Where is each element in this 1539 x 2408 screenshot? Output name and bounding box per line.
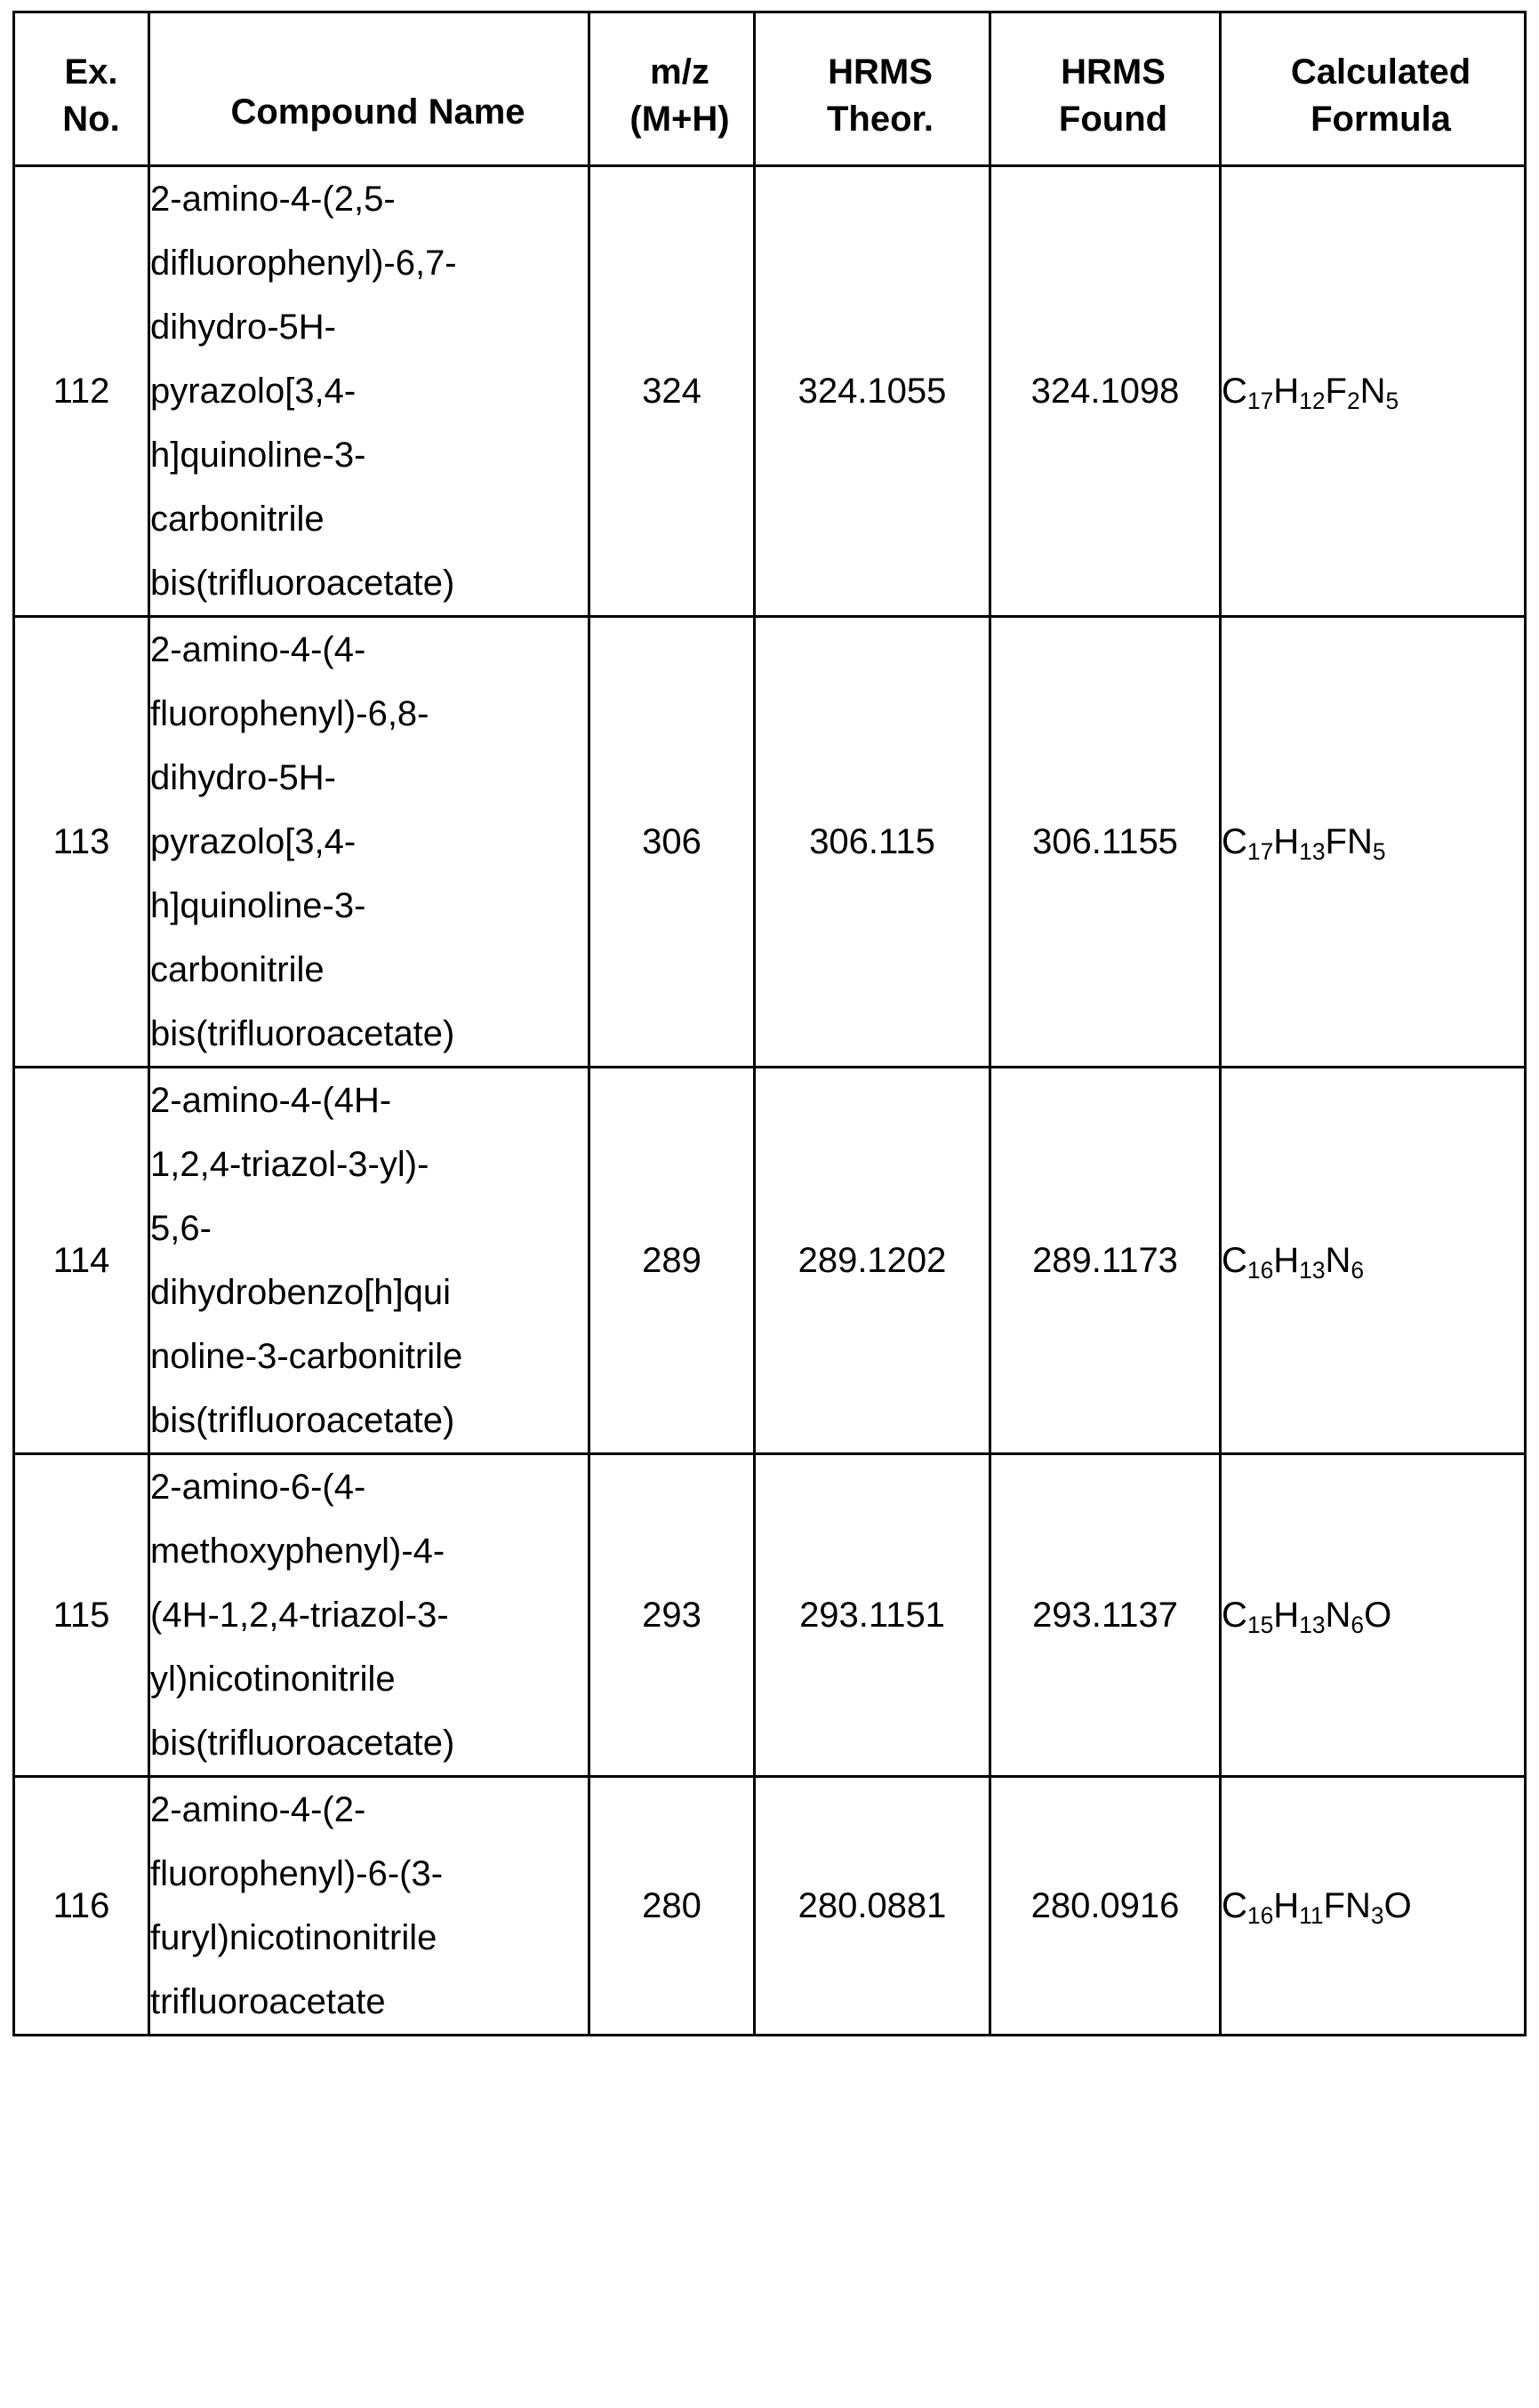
compound-name-line: yl)nicotinonitrile — [150, 1660, 396, 1699]
formula-subscript: 17 — [1246, 388, 1274, 415]
column-header-hrms-found-line2: Found — [1058, 100, 1168, 139]
formula-element: F — [1325, 822, 1347, 861]
cell-compound-name — [149, 1068, 589, 1454]
formula-element: C — [1222, 1886, 1247, 1925]
compound-name-line: bis(trifluoroacetate) — [150, 1401, 455, 1440]
compound-name-line: dihydro-5H- — [150, 758, 336, 797]
compound-name-line: (4H-1,2,4-triazol-3- — [150, 1596, 449, 1635]
compound-name-line: pyrazolo[3,4- — [150, 372, 357, 411]
formula-element: C — [1222, 822, 1247, 861]
cell-mz: 289 — [589, 1068, 755, 1454]
compound-name-line: fluorophenyl)-6,8- — [150, 694, 429, 733]
formula-element: N — [1325, 1241, 1351, 1280]
table-row — [14, 1068, 1526, 1454]
column-header-mz-line2: (M+H) — [629, 100, 730, 139]
compound-name-line: furyl)nicotinonitrile — [150, 1918, 437, 1957]
compound-name-line: carbonitrile — [150, 500, 325, 539]
cell-hrms-found: 324.1098 — [990, 166, 1221, 617]
table-header — [14, 12, 1526, 166]
formula-element: H — [1273, 372, 1300, 411]
compound-name-line: 2-amino-4-(4H- — [150, 1081, 392, 1120]
cell-calculated-formula — [1221, 1454, 1526, 1777]
formula-subscript: 6 — [1351, 1257, 1365, 1284]
column-header-ex-no — [14, 12, 149, 166]
cell-calculated-formula — [1221, 617, 1526, 1068]
column-header-mz-line1: m/z — [650, 52, 709, 92]
compound-name-line: 1,2,4-triazol-3-yl)- — [150, 1145, 429, 1184]
cell-compound-name — [149, 1454, 589, 1777]
formula-text — [1222, 822, 1386, 866]
cell-ex-no: 115 — [14, 1454, 149, 1777]
formula-subscript: 3 — [1370, 1902, 1384, 1930]
compound-name-line: pyrazolo[3,4- — [150, 822, 357, 861]
column-header-hrms-found-line1: HRMS — [1061, 52, 1166, 92]
formula-element: F — [1323, 1886, 1345, 1925]
cell-ex-no: 113 — [14, 617, 149, 1068]
column-header-calculated-formula-line2: Formula — [1311, 100, 1451, 139]
compound-name-line: noline-3-carbonitrile — [150, 1337, 463, 1376]
formula-element: H — [1273, 822, 1300, 861]
compound-name-line: methoxyphenyl)-4- — [150, 1532, 445, 1571]
compound-name-line: h]quinoline-3- — [150, 436, 366, 475]
cell-hrms-theor: 324.1055 — [755, 166, 990, 617]
formula-subscript: 13 — [1299, 1257, 1326, 1284]
column-header-hrms-theor-line1: HRMS — [828, 52, 933, 92]
cell-ex-no: 116 — [14, 1777, 149, 2036]
formula-subscript: 6 — [1351, 1612, 1365, 1639]
cell-compound-name — [149, 1777, 589, 2036]
compound-name-line: carbonitrile — [150, 950, 325, 989]
cell-compound-name — [149, 617, 589, 1068]
cell-hrms-theor: 280.0881 — [755, 1777, 990, 2036]
column-header-compound-name-line1: Compound Name — [230, 92, 525, 132]
formula-element: N — [1359, 372, 1386, 411]
compound-name-line: bis(trifluoroacetate) — [150, 1014, 455, 1053]
cell-mz: 306 — [589, 617, 755, 1068]
formula-element: C — [1222, 1596, 1247, 1635]
cell-hrms-found: 306.1155 — [990, 617, 1221, 1068]
formula-subscript: 17 — [1246, 838, 1274, 866]
compound-name-line: bis(trifluoroacetate) — [150, 1724, 455, 1763]
formula-element: O — [1364, 1596, 1392, 1635]
compound-name-line: difluorophenyl)-6,7- — [150, 244, 457, 283]
compound-name-line: 2-amino-4-(2- — [150, 1790, 366, 1829]
compound-name-line: 2-amino-4-(2,5- — [150, 180, 396, 219]
cell-mz: 293 — [589, 1454, 755, 1777]
compound-name-line: dihydrobenzo[h]qui — [150, 1273, 452, 1312]
table-body — [14, 166, 1526, 2036]
table-row — [14, 166, 1526, 617]
cell-calculated-formula — [1221, 1777, 1526, 2036]
column-header-hrms-found — [990, 12, 1221, 166]
formula-subscript: 13 — [1299, 838, 1326, 866]
cell-hrms-found: 289.1173 — [990, 1068, 1221, 1454]
formula-element: F — [1325, 372, 1347, 411]
header-row — [14, 12, 1526, 166]
column-header-calculated-formula-line1: Calculated — [1290, 52, 1471, 92]
cell-mz: 324 — [589, 166, 755, 617]
compound-name-line: dihydro-5H- — [150, 308, 336, 347]
cell-hrms-theor: 306.115 — [755, 617, 990, 1068]
formula-text — [1222, 372, 1399, 415]
formula-text — [1222, 1241, 1365, 1284]
compound-name-line: 2-amino-6-(4- — [150, 1468, 366, 1507]
column-header-hrms-theor — [755, 12, 990, 166]
cell-calculated-formula — [1221, 1068, 1526, 1454]
formula-subscript: 12 — [1299, 388, 1326, 415]
formula-subscript: 13 — [1299, 1612, 1326, 1639]
column-header-mz — [589, 12, 755, 166]
cell-calculated-formula — [1221, 166, 1526, 617]
formula-subscript: 5 — [1385, 388, 1399, 415]
column-header-compound-name — [149, 12, 589, 166]
formula-element: C — [1222, 372, 1247, 411]
formula-subscript: 16 — [1246, 1902, 1274, 1930]
formula-subscript: 15 — [1246, 1612, 1274, 1639]
table-row — [14, 1777, 1526, 2036]
formula-subscript: 16 — [1246, 1257, 1274, 1284]
compound-name-line: h]quinoline-3- — [150, 886, 366, 925]
cell-hrms-theor: 293.1151 — [755, 1454, 990, 1777]
compound-name-line: 2-amino-4-(4- — [150, 630, 366, 669]
cell-ex-no: 112 — [14, 166, 149, 617]
formula-element: C — [1222, 1241, 1247, 1280]
compound-name-line: fluorophenyl)-6-(3- — [150, 1854, 444, 1893]
formula-subscript: 11 — [1299, 1902, 1324, 1930]
column-header-hrms-theor-line2: Theor. — [826, 100, 934, 139]
cell-hrms-found: 293.1137 — [990, 1454, 1221, 1777]
formula-text — [1222, 1886, 1412, 1930]
table-row — [14, 617, 1526, 1068]
formula-element: H — [1273, 1886, 1300, 1925]
formula-element: H — [1273, 1596, 1300, 1635]
formula-subscript: 5 — [1372, 838, 1386, 866]
column-header-ex-no-line1: Ex. — [64, 52, 118, 92]
formula-subscript: 2 — [1346, 388, 1360, 415]
compound-name-line: 5,6- — [150, 1209, 212, 1248]
cell-ex-no: 114 — [14, 1068, 149, 1454]
column-header-calculated-formula — [1221, 12, 1526, 166]
compound-name-line: bis(trifluoroacetate) — [150, 564, 455, 603]
cell-mz: 280 — [589, 1777, 755, 2036]
compound-hrms-table — [12, 11, 1527, 2036]
cell-hrms-found: 280.0916 — [990, 1777, 1221, 2036]
column-header-ex-no-line2: No. — [62, 100, 120, 139]
cell-compound-name — [149, 166, 589, 617]
formula-text — [1222, 1596, 1392, 1639]
formula-element: N — [1346, 822, 1373, 861]
cell-hrms-theor: 289.1202 — [755, 1068, 990, 1454]
table-row — [14, 1454, 1526, 1777]
formula-element: O — [1383, 1886, 1412, 1925]
compound-name-line: trifluoroacetate — [150, 1982, 386, 2021]
formula-element: N — [1325, 1596, 1351, 1635]
formula-element: H — [1273, 1241, 1300, 1280]
formula-element: N — [1344, 1886, 1371, 1925]
